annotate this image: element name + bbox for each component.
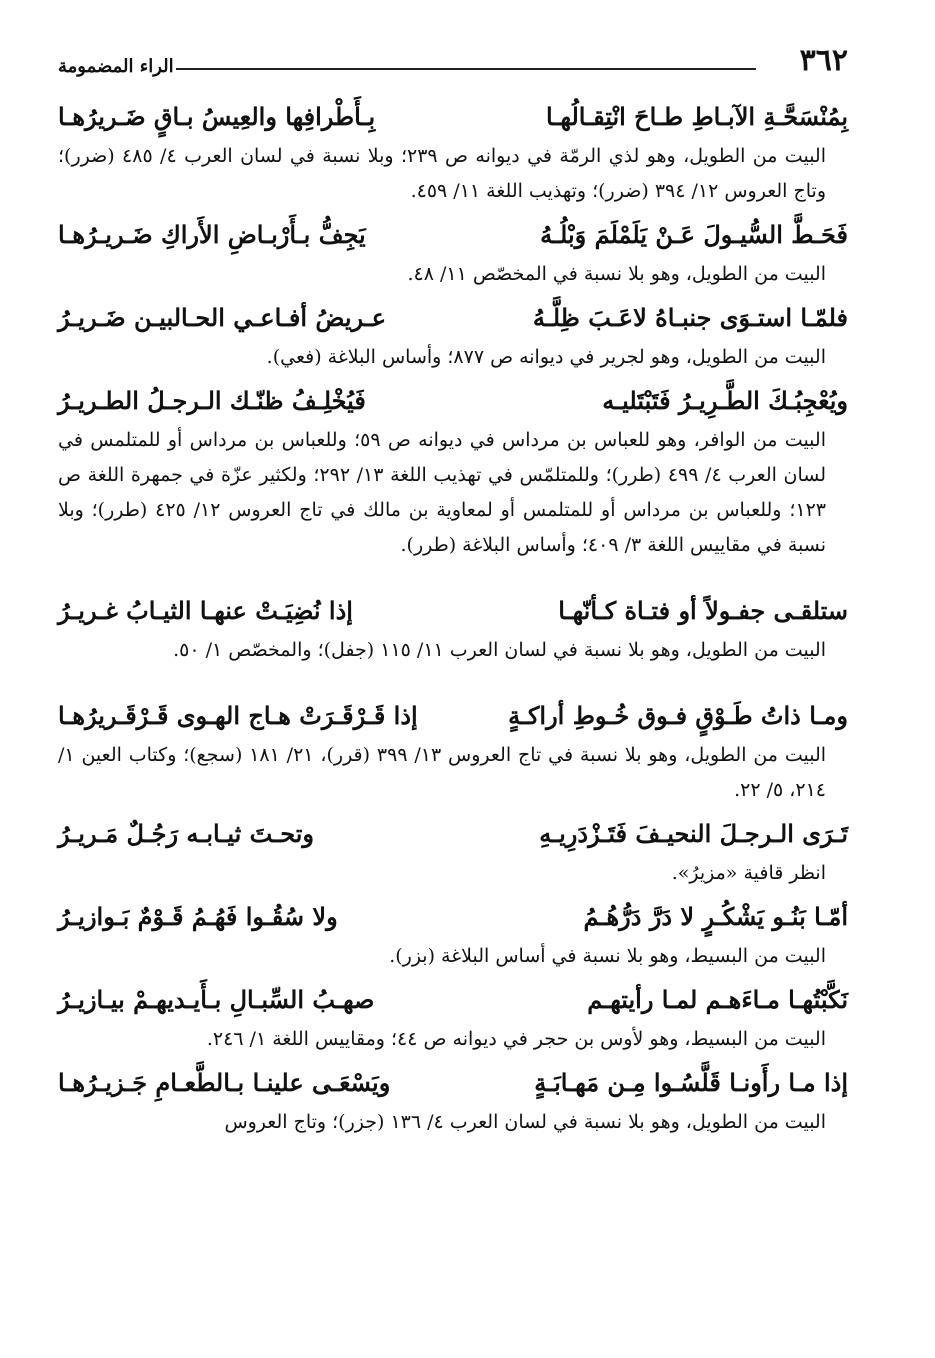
verse-line: [58, 95, 848, 139]
verse-citation: البيت من الطويل، وهو لذي الرمّة في ديوانه ص ٢٣٩؛ وبلا نسبة في لسان العرب ٤/ ٤٨٥ (ضرر)؛ وتاج العروس ١٢/ ٣٩٤ (ضرر)؛ وتهذيب اللغة ١١/ ٤٥٩.: [58, 145, 826, 202]
first-hemistich: نَكَّبْتُهـا مـاءَهـم لمـا رأيتهـم: [587, 985, 848, 1014]
second-hemistich: إذا نُضِيَـتْ عنهـا الثيـابُ غـريـرُ: [58, 596, 353, 625]
first-hemistich: ويُعْجِبُـكَ الطَّـرِيـرُ فَتَبْتَليـه: [602, 386, 848, 415]
section-title: الراء المضمومة: [58, 56, 174, 77]
second-hemistich: بِـأَطْرافِها والعِيسُ بـاقٍ ضَـريرُهـا: [58, 102, 376, 131]
verse-line: [58, 296, 848, 340]
verse-line: [58, 895, 848, 939]
first-hemistich: تَـرَى الـرجـلَ النحيـفَ فَتَـزْدَرِيـهِ: [539, 819, 848, 848]
verse-entry: [58, 379, 848, 563]
verse-line: [58, 1061, 848, 1105]
verse-entry: [58, 589, 848, 668]
verse-citation: البيت من الطويل، وهو بلا نسبة في تاج العروس ١٣/ ٣٩٩ (قرر)، ٢١/ ١٨١ (سجع)؛ وكتاب العين ١/ ٢١٤، ٥/ ٢٢.: [58, 744, 827, 801]
second-hemistich: صهـبُ السِّبـالِ بـأَيـديهـمْ بيـازيـرُ: [58, 985, 375, 1014]
page-number: ٣٦٢: [799, 43, 848, 78]
second-hemistich: ولا سُقُـوا فَهُـمُ قَـوْمٌ بَـوازيـرُ: [58, 902, 338, 931]
first-hemistich: فَحَـطَّ السُّيـولَ عَـنْ يَلَمْلَمَ وَبْلُـهُ: [540, 220, 848, 249]
header-rule: [176, 68, 756, 70]
verse-entry: [58, 812, 848, 891]
verse-line: [58, 812, 848, 856]
verse-line: [58, 589, 848, 633]
verse-entry: [58, 1061, 848, 1140]
verse-citation: البيت من الطويل، وهو لجرير في ديوانه ص ٨٧٧؛ وأساس البلاغة (فعي).: [266, 346, 826, 368]
verse-line: [58, 379, 848, 423]
verse-citation: البيت من البسيط، وهو بلا نسبة في أساس البلاغة (بزر).: [389, 945, 826, 967]
second-hemistich: إذا قَـرْقَـرَتْ هـاج الهـوى قَـرْقَـريرُهـا: [58, 701, 418, 730]
verse-citation: البيت من الطويل، وهو بلا نسبة في لسان العرب ١١/ ١١٥ (جفل)؛ والمخصّص ١/ ٥٠.: [173, 639, 826, 661]
first-hemistich: إذا مـا رأَونـا قَلَّسُـوا مِـن مَهـابَـةٍ: [534, 1068, 848, 1097]
verse-line: [58, 694, 848, 738]
running-header: [58, 40, 848, 84]
verse-citation: انظر قافية «مزيرُ».: [671, 862, 826, 884]
first-hemistich: بِمُنْسَحَّـةِ الآبـاطِ طـاحَ انْتِقـالُهـا: [546, 102, 848, 131]
verse-entry: [58, 978, 848, 1057]
verse-entry: [58, 95, 848, 209]
verse-citation: البيت من الطويل، وهو بلا نسبة في لسان العرب ٤/ ١٣٦ (جزر)؛ وتاج العروس: [224, 1111, 826, 1133]
second-hemistich: فَيُخْلِـفُ ظنّـك الـرجـلُ الطـريـرُ: [58, 386, 366, 415]
verse-citation: البيت من الطويل، وهو بلا نسبة في المخصّص ١١/ ٤٨.: [407, 263, 826, 285]
verse-entry: [58, 213, 848, 292]
second-hemistich: عـريضُ أفـاعـي الحـالبيـن ضَـريـرُ: [58, 303, 387, 332]
verse-entry: [58, 694, 848, 808]
entries-list: [58, 95, 848, 1144]
verse-citation: البيت من البسيط، وهو لأوس بن حجر في ديوانه ص ٤٤؛ ومقاييس اللغة ١/ ٢٤٦.: [206, 1028, 826, 1050]
verse-line: [58, 213, 848, 257]
second-hemistich: يَجِفُّ بـأَرْبـاضِ الأَراكِ ضَـريـرُهـا: [58, 220, 366, 249]
book-page: [58, 40, 848, 1340]
second-hemistich: ويَسْعَـى علينـا بـالطَّعـامِ جَـزيـرُهـا: [58, 1068, 391, 1097]
first-hemistich: ومـا ذاتُ طَـوْقٍ فـوق خُـوطِ أراكـةٍ: [508, 701, 848, 730]
verse-entry: [58, 895, 848, 974]
first-hemistich: ستلقـى جفـولاً أو فتـاة كـأنّهـا: [558, 596, 848, 625]
verse-citation: البيت من الوافر، وهو للعباس بن مرداس في ديوانه ص ٥٩؛ وللعباس بن مرداس أو للمتلمس في لسان العرب ٤/ ٤٩٩ (طرر)؛ وللمتلمّس في تهذيب اللغة ١٣/ ٢٩٢؛ ولكثير عزّة في جمهرة اللغة ص ١٢٣؛ وللعباس بن مرداس أو للمتلمس أو لمعاوية بن مالك في تاج العروس ١٢/ ٤٢٥ (طرر)؛ وبلا نسبة في مقاييس اللغة ٣/ ٤٠٩؛ وأساس البلاغة (طرر).: [58, 429, 826, 556]
first-hemistich: أمّـا بَنُـو يَشْكُـرٍ لا دَرَّ دَرُّهُـمُ: [583, 902, 848, 931]
second-hemistich: وتحـتَ ثيـابـه رَجُـلٌ مَـريـرُ: [58, 819, 314, 848]
verse-line: [58, 978, 848, 1022]
first-hemistich: فلمّـا استـوَى جنبـاهُ لاعَـبَ ظِلَّـهُ: [532, 303, 848, 332]
verse-entry: [58, 296, 848, 375]
